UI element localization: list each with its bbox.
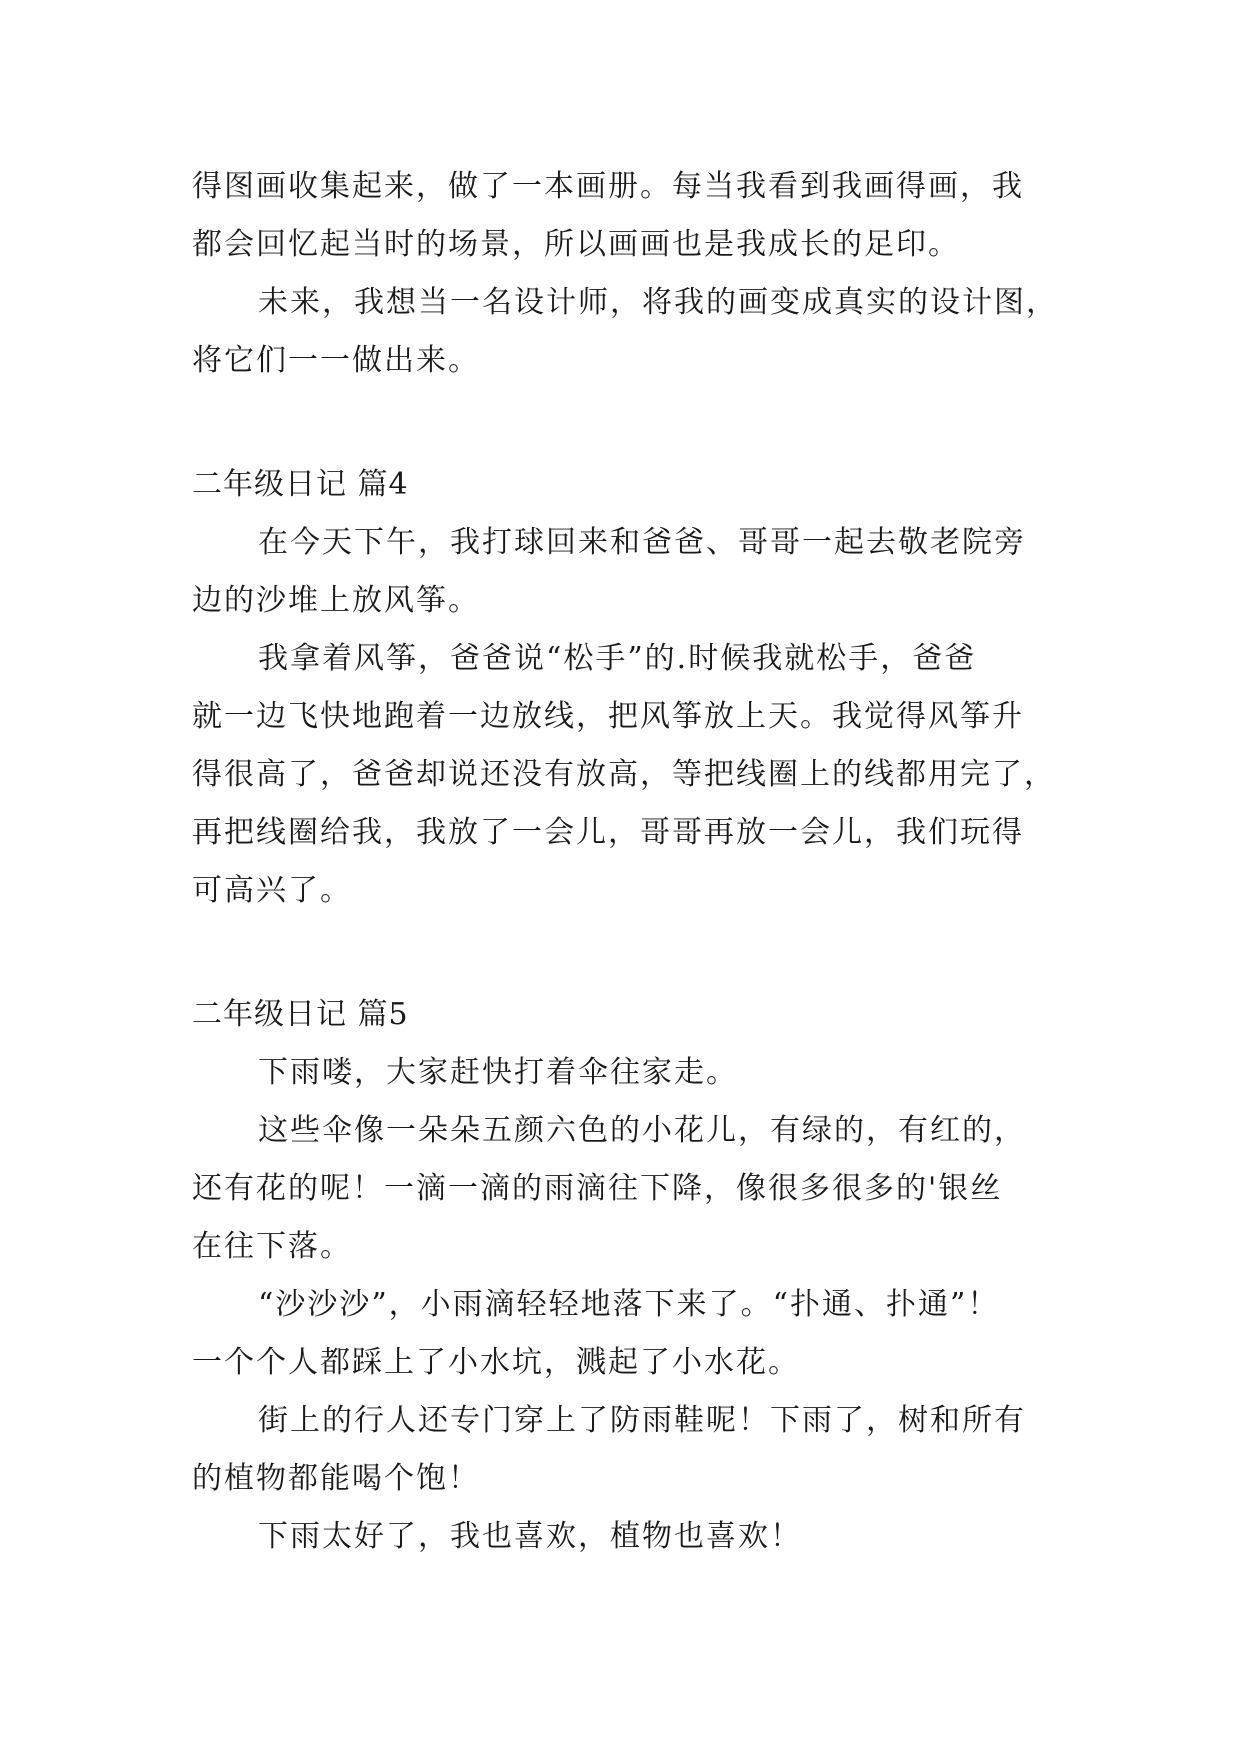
- paragraph: [192, 1276, 1072, 1392]
- paragraph-line: 未来，我想当一名设计师，将我的画变成真实的设计图，: [258, 285, 1058, 320]
- paragraph-line: 的植物都能喝个饱！: [192, 1461, 480, 1496]
- paragraph-line: 再把线圈给我，我放了一会儿，哥哥再放一会儿，我们玩得: [192, 815, 1024, 850]
- paragraph-line: 这些伞像一朵朵五颜六色的小花儿，有绿的，有红的，: [258, 1113, 1026, 1148]
- paragraph-line: 都会回忆起当时的场景，所以画画也是我成长的足印。: [192, 227, 960, 262]
- paragraph-line: 下雨喽，大家赶快打着伞往家走。: [258, 1055, 738, 1090]
- paragraph: [192, 274, 1072, 390]
- paragraph-line: 下雨太好了，我也喜欢，植物也喜欢！: [258, 1519, 802, 1554]
- paragraph-line: 边的沙堆上放风筝。: [192, 583, 480, 618]
- paragraph: [192, 1508, 1072, 1566]
- paragraph: [192, 1392, 1072, 1508]
- paragraph: [192, 630, 1072, 920]
- paragraph: [192, 1044, 1072, 1102]
- paragraph: [192, 158, 1072, 274]
- paragraph-line: 在往下落。: [192, 1229, 352, 1264]
- section-heading: 二年级日记 篇4: [192, 467, 409, 502]
- paragraph-line: 一个个人都踩上了小水坑，溅起了小水花。: [192, 1345, 800, 1380]
- paragraph-line: 街上的行人还专门穿上了防雨鞋呢！下雨了，树和所有: [258, 1403, 1026, 1438]
- section-heading: 二年级日记 篇5: [192, 997, 409, 1032]
- paragraph-line: “沙沙沙”，小雨滴轻轻地落下来了。“扑通、扑通”！: [258, 1287, 1000, 1322]
- document-body: [192, 158, 1072, 1566]
- paragraph-line: 我拿着风筝，爸爸说“松手”的.时候我就松手，爸爸: [258, 641, 977, 676]
- paragraph-line: 得很高了，爸爸却说还没有放高，等把线圈上的线都用完了，: [192, 757, 1056, 792]
- paragraph-line: 可高兴了。: [192, 873, 352, 908]
- paragraph-line: 就一边飞快地跑着一边放线，把风筝放上天。我觉得风筝升: [192, 699, 1024, 734]
- paragraph: [192, 514, 1072, 630]
- paragraph: [192, 1102, 1072, 1276]
- section-gap: [192, 390, 1072, 456]
- section-gap: [192, 920, 1072, 986]
- paragraph-line: 将它们一一做出来。: [192, 343, 480, 378]
- paragraph-line: 还有花的呢！一滴一滴的雨滴往下降，像很多很多的'银丝: [192, 1171, 1003, 1206]
- paragraph-line: 在今天下午，我打球回来和爸爸、哥哥一起去敬老院旁: [258, 525, 1026, 560]
- paragraph-line: 得图画收集起来，做了一本画册。每当我看到我画得画，我: [192, 169, 1024, 204]
